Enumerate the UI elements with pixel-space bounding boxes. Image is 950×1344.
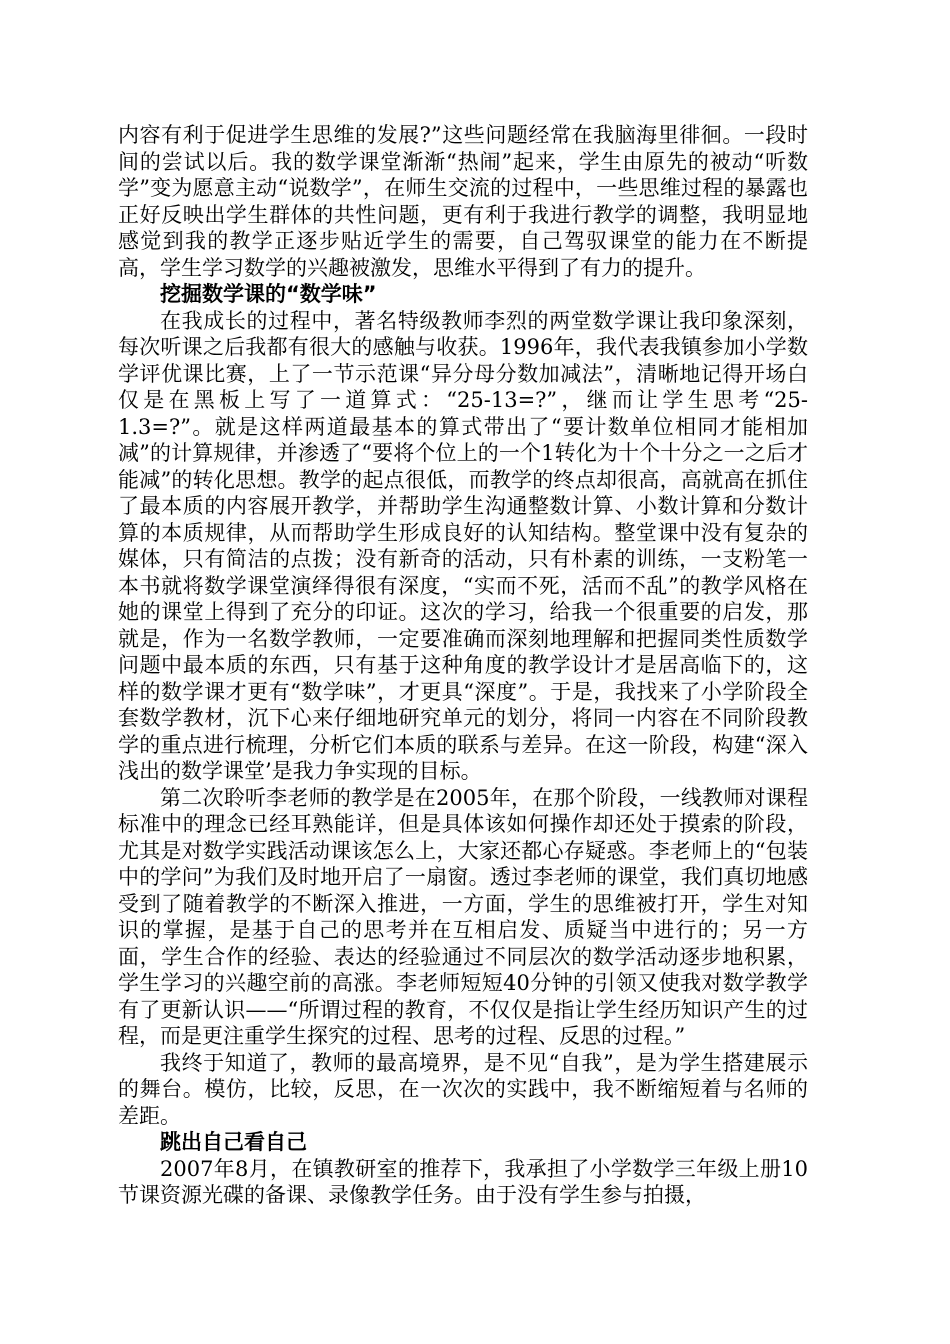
paragraph: 2007年8月，在镇教研室的推荐下，我承担了小学数学三年级上册10节课资源光碟的备课、录像教学任务。由于没有学生参与拍摄，	[118, 1156, 808, 1207]
paragraph: 第二次聆听李老师的教学是在2005年，在那个阶段，一线教师对课程标准中的理念已经耳熟能详，但是具体该如何操作却还处于摸索的阶段，尤其是对数学实践活动课该怎么上，大家还都心存疑惑。李老师上的“包装中的学问”为我们及时地开启了一扇窗。透过李老师的课堂，我们真切地感受到了随着教学的不断深入推进，一方面，学生的思维被打开，学生对知识的掌握，是基于自己的思考并在互相启发、质疑当中进行的；另一方面，学生合作的经验、表达的经验通过不同层次的数学活动逐步地积累，学生学习的兴趣空前的高涨。李老师短短40分钟的引领又使我对数学教学有了更新认识——“所谓过程的教育，不仅仅是指让学生经历知识产生的过程，而是更注重学生探究的过程、思考的过程、反思的过程。”	[118, 785, 808, 1048]
paragraph: 内容有利于促进学生思维的发展?”这些问题经常在我脑海里徘徊。一段时间的尝试以后。我的数学课堂渐渐“热闹”起来，学生由原先的被动“听数学”变为愿意主动“说数学”，在师生交流的过程中，一些思维过程的暴露也正好反映出学生群体的共性问题，更有利于我进行教学的调整，我明显地感觉到我的教学正逐步贴近学生的需要，自己驾驭课堂的能力在不断提高，学生学习数学的兴趣被激发，思维水平得到了有力的提升。	[118, 123, 808, 280]
paragraph: 我终于知道了，教师的最高境界，是不见“自我”，是为学生搭建展示的舞台。模仿，比较，反思，在一次次的实践中，我不断缩短着与名师的差距。	[118, 1050, 808, 1128]
section-heading: 跳出自己看自己	[160, 1130, 307, 1154]
section-heading: 挖掘数学课的“数学味”	[160, 282, 377, 306]
paragraph: 在我成长的过程中，著名特级教师李烈的两堂数学课让我印象深刻，每次听课之后我都有很大的感触与收获。1996年，我代表我镇参加小学数学评优课比赛，上了一节示范课“异分母分数加减法”，清晰地记得开场白仅是在黑板上写了一道算式：“25-13=?”，继而让学生思考“25-1.3=?”。就是这样两道最基本的算式带出了“要计数单位相同才能相加减”的计算规律，并渗透了“要将个位上的一个1转化为十个十分之一之后才能减”的转化思想。教学的起点很低，而教学的终点却很高，高就高在抓住了最本质的内容展开教学，并帮助学生沟通整数计算、小数计算和分数计算的本质规律，从而帮助学生形成良好的认知结构。整堂课中没有复杂的媒体，只有简洁的点拨；没有新奇的活动，只有朴素的训练，一支粉笔一本书就将数学课堂演绎得很有深度，“实而不死，活而不乱”的教学风格在她的课堂上得到了充分的印证。这次的学习，给我一个很重要的启发，那就是，作为一名数学教师，一定要准确而深刻地理解和把握同类性质数学问题中最本质的东西，只有基于这种角度的教学设计才是居高临下的，这样的数学课才更有“数学味”，才更具“深度”。于是，我找来了小学阶段全套数学教材，沉下心来仔细地研究单元的划分，将同一内容在不同阶段教学的重点进行梳理，分析它们本质的联系与差异。在这一阶段，构建“深入浅出的数学课堂’是我力争实现的目标。	[118, 308, 808, 783]
document-page	[118, 122, 808, 1209]
